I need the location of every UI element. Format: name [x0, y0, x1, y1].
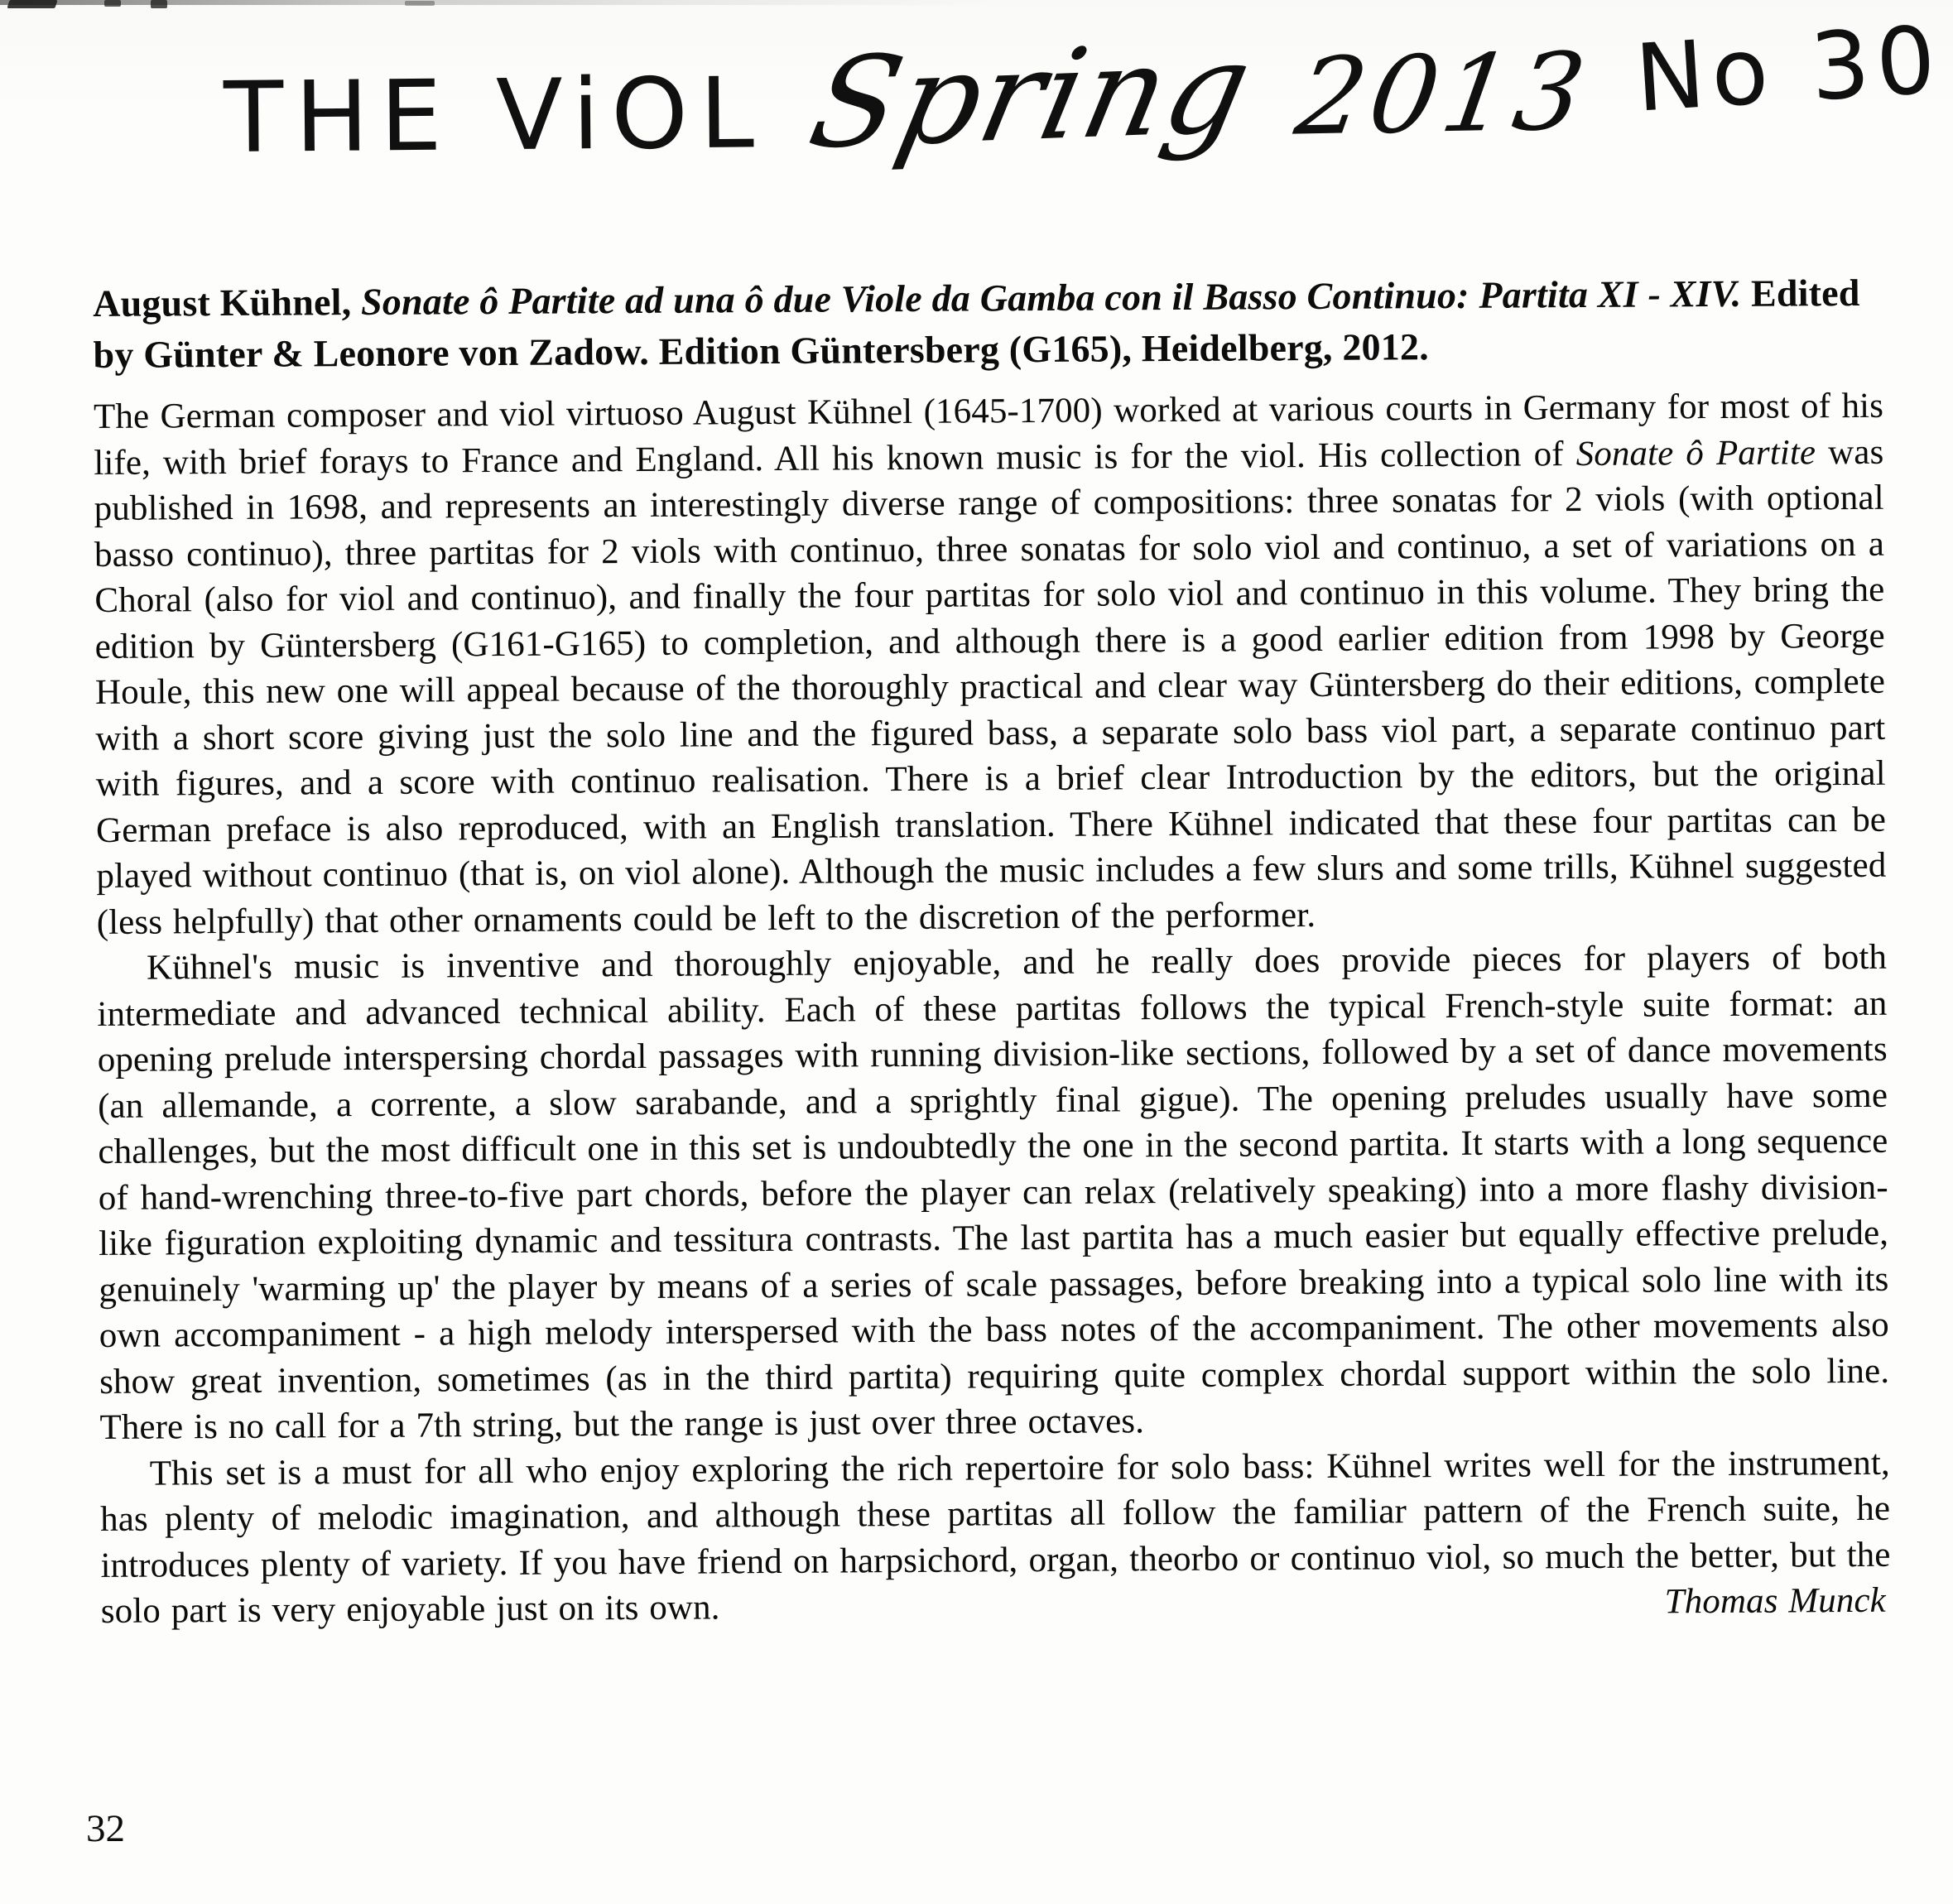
scan-artifact [104, 0, 121, 7]
masthead-season: Spring [798, 16, 1264, 177]
paragraph-3 [100, 1440, 1891, 1634]
scan-artifact [151, 0, 167, 8]
scan-edge-shadow [0, 0, 1242, 5]
heading-work-title: Sonate ô Partite ad una ô due Viole da Gamba con il Basso Continuo: Partita XI - XIV. [360, 272, 1742, 324]
paragraph-1-text: The German composer and viol virtuoso August Kühnel (1645-1700) worked at various courts in Germany for most of his life, with brief forays to France and England. All his known music is for the viol. His collection of [93, 386, 1884, 483]
review-article [93, 267, 1891, 1635]
paragraph-1 [94, 383, 1887, 945]
masthead-issue-number: No 30 [1632, 6, 1946, 133]
paragraph-1-work-title: Sonate ô Partite [1575, 432, 1816, 474]
reviewer-signature: Thomas Munck [1664, 1580, 1886, 1622]
paragraph-1-text: was published in 1698, and represents an interestingly diverse range of compositions: three sonatas for 2 viols (with optional basso continuo), three partitas for 2 viols with continuo, three sonatas for solo viol and continuo, a set of variations on a Choral (also for viol and continuo), and finally the four partitas for solo viol and continuo in this volume. They bring the edition by Güntersberg (G161-G165) to completion, and although there is a good earlier edition from 1998 by George Houle, this new one will appeal because of the thoroughly practical and clear way Güntersberg do their editions, complete with a short score giving just the solo line and the figured bass, a separate solo bass viol part, a separate continuo part with figures, and a score with continuo realisation. There is a brief clear Introduction by the editors, but the original German preface is also reproduced, with an English translation. There Kühnel indicated that these four partitas can be played without continuo (that is, on viol alone). Although the music includes a few slurs and some trills, Kühnel suggested (less helpfully) that other ornaments could be left to the discretion of the performer. [94, 432, 1887, 942]
paragraph-2: Kühnel's music is inventive and thoroughly enjoyable, and he really does provide pieces for players of both intermediate and advanced technical ability. Each of these partitas follows the typical French-style suite format: an opening prelude interspersing chordal passages with running division-like sections, followed by a set of dance movements (an allemande, a corrente, a slow sarabande, and a sprightly final gigue). The opening preludes usually have some challenges, but the most difficult one in this set is undoubtedly the one in the second partita. It starts with a long sequence of hand-wrenching three-to-five part chords, before the player can relax (relatively speaking) into a more flashy division-like figuration exploiting dynamic and tessitura contrasts. The last partita has a much easier but equally effective prelude, genuinely 'warming up' the player by means of a series of scale passages, before breaking into a typical solo line with its own accompaniment - a high melody interspersed with the bass notes of the accompaniment. The other movements also show great invention, sometimes (as in the third partita) requiring quite complex chordal support within the solo line. There is no call for a 7th string, but the range is just over three octaves. [97, 937, 1890, 1447]
masthead-year: 2013 [1287, 30, 1597, 160]
heading-edition-info: Edited by Günter & Leonore von Zadow. Edition Güntersberg (G165), Heidelberg, 2012. [93, 271, 1860, 376]
review-heading [93, 267, 1883, 381]
page-number: 32 [86, 1807, 125, 1850]
paragraph-3-text: This set is a must for all who enjoy exploring the rich repertoire for solo bass: Kühnel writes well for the instrument, has plenty of melodic imagination, and although these partitas all follow the familiar pattern of the French suite, he introduces plenty of variety. If you have friend on harpsichord, organ, theorbo or continuo viol, so much the better, but the solo part is very enjoyable just on its own. [100, 1443, 1891, 1631]
heading-author: August Kühnel, [93, 281, 362, 325]
masthead-title: THE ViOL [223, 55, 767, 175]
scan-artifact [7, 0, 57, 8]
scan-artifact [405, 1, 435, 6]
handwritten-masthead [223, 6, 1946, 185]
